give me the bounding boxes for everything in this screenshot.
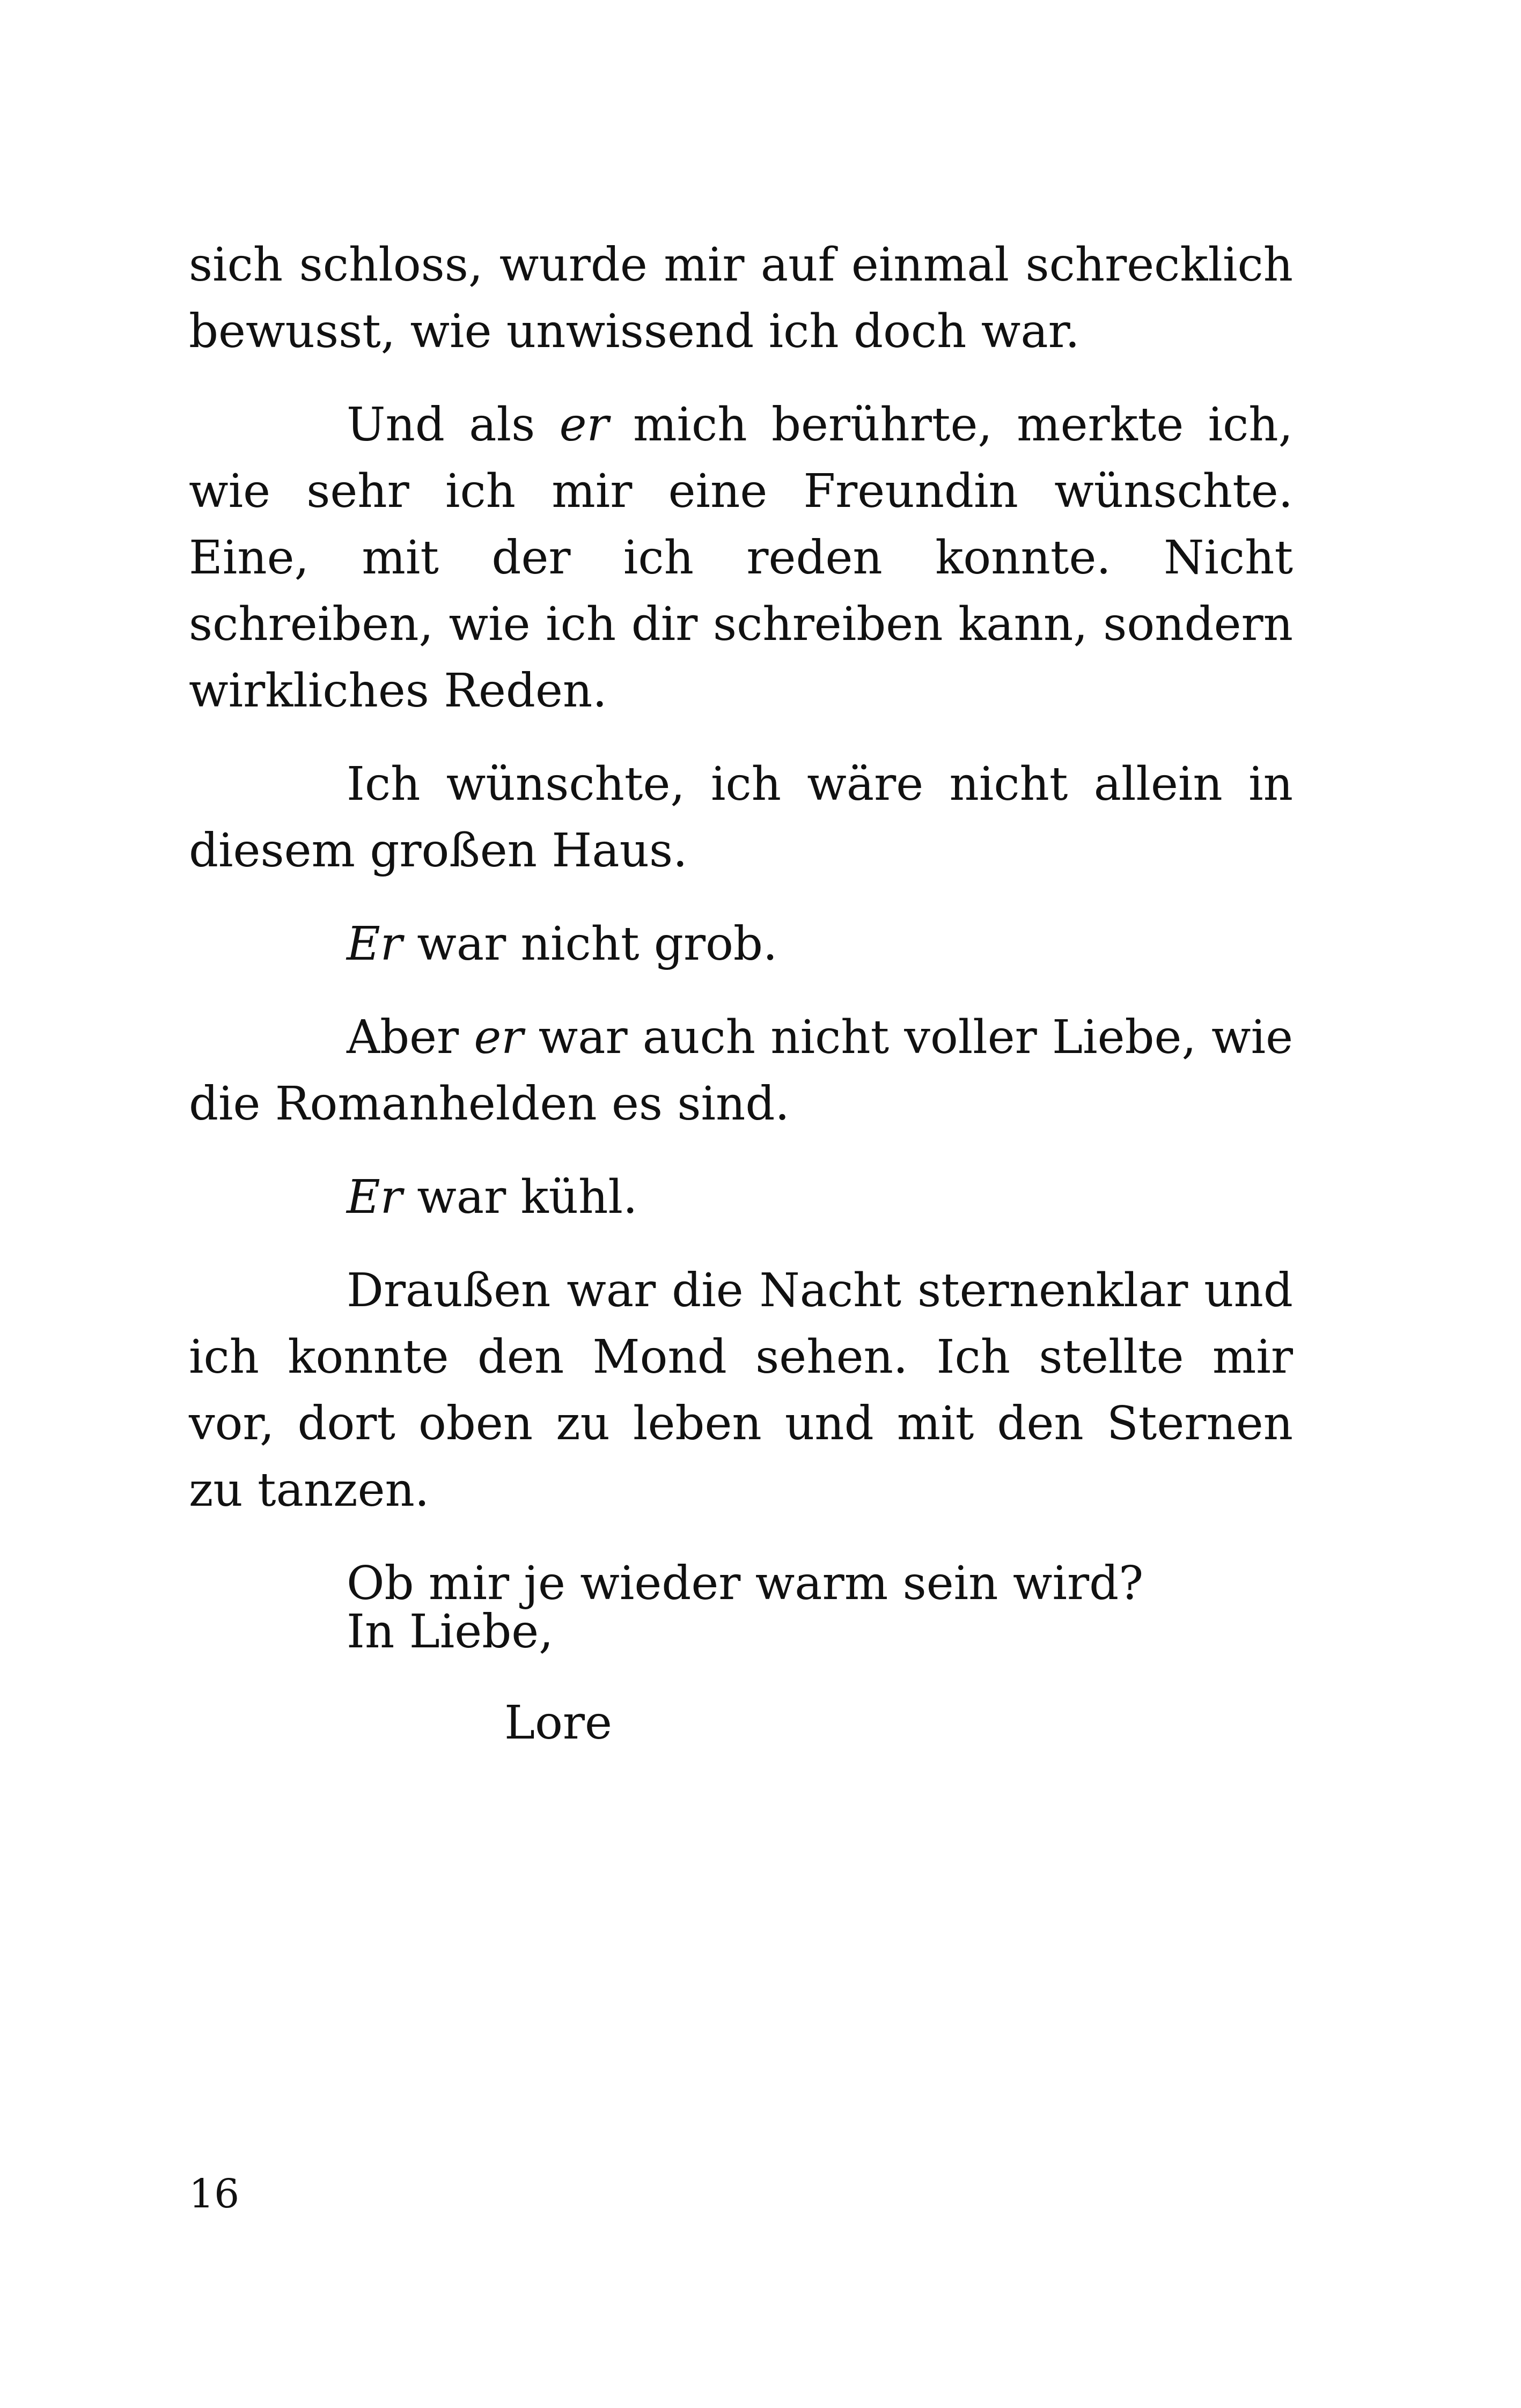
text-run: Draußen war die Nacht sternenklar und ich konnte den Mond sehen. Ich stellte mir vor, dort oben zu leben und mit den Sternen zu tanzen. (189, 1264, 1293, 1517)
text-run: Ich wünschte, ich wäre nicht allein in diesem großen Haus. (189, 757, 1293, 878)
text-run: Und als (347, 398, 560, 452)
paragraph (189, 1004, 1293, 1137)
text-run: Aber (347, 1011, 474, 1064)
text-run: war auch nicht voller Liebe, wie die Romanhelden es sind. (189, 1011, 1294, 1131)
signature-name: Lore (504, 1696, 612, 1750)
emphasis-text: Er (347, 1170, 402, 1224)
body-text (189, 232, 1293, 1644)
paragraph (189, 911, 1293, 977)
paragraph-continued (189, 232, 1293, 365)
text-run: sich schloss, wurde mir auf einmal schrecklich bewusst, wie unwissend ich doch war. (189, 238, 1293, 358)
page-number: 16 (189, 2171, 240, 2217)
paragraph (189, 392, 1293, 724)
paragraph (189, 1164, 1293, 1231)
paragraph (189, 1257, 1293, 1523)
text-run: war kühl. (402, 1170, 638, 1224)
closing-greeting: In Liebe, (347, 1605, 554, 1659)
text-run: Ob mir je wieder warm sein wird? (347, 1557, 1144, 1610)
emphasis-text: Er (347, 917, 402, 971)
text-run: mich berührte, merkte ich, wie sehr ich mir eine Freundin wünschte. Eine, mit der ich reden konnte. Nicht schreiben, wie ich dir schreiben kann, sondern wirkliches Reden. (189, 398, 1293, 718)
paragraph (189, 751, 1293, 884)
text-run: war nicht grob. (402, 917, 778, 971)
emphasis-text: er (559, 398, 609, 452)
emphasis-text: er (474, 1011, 524, 1064)
